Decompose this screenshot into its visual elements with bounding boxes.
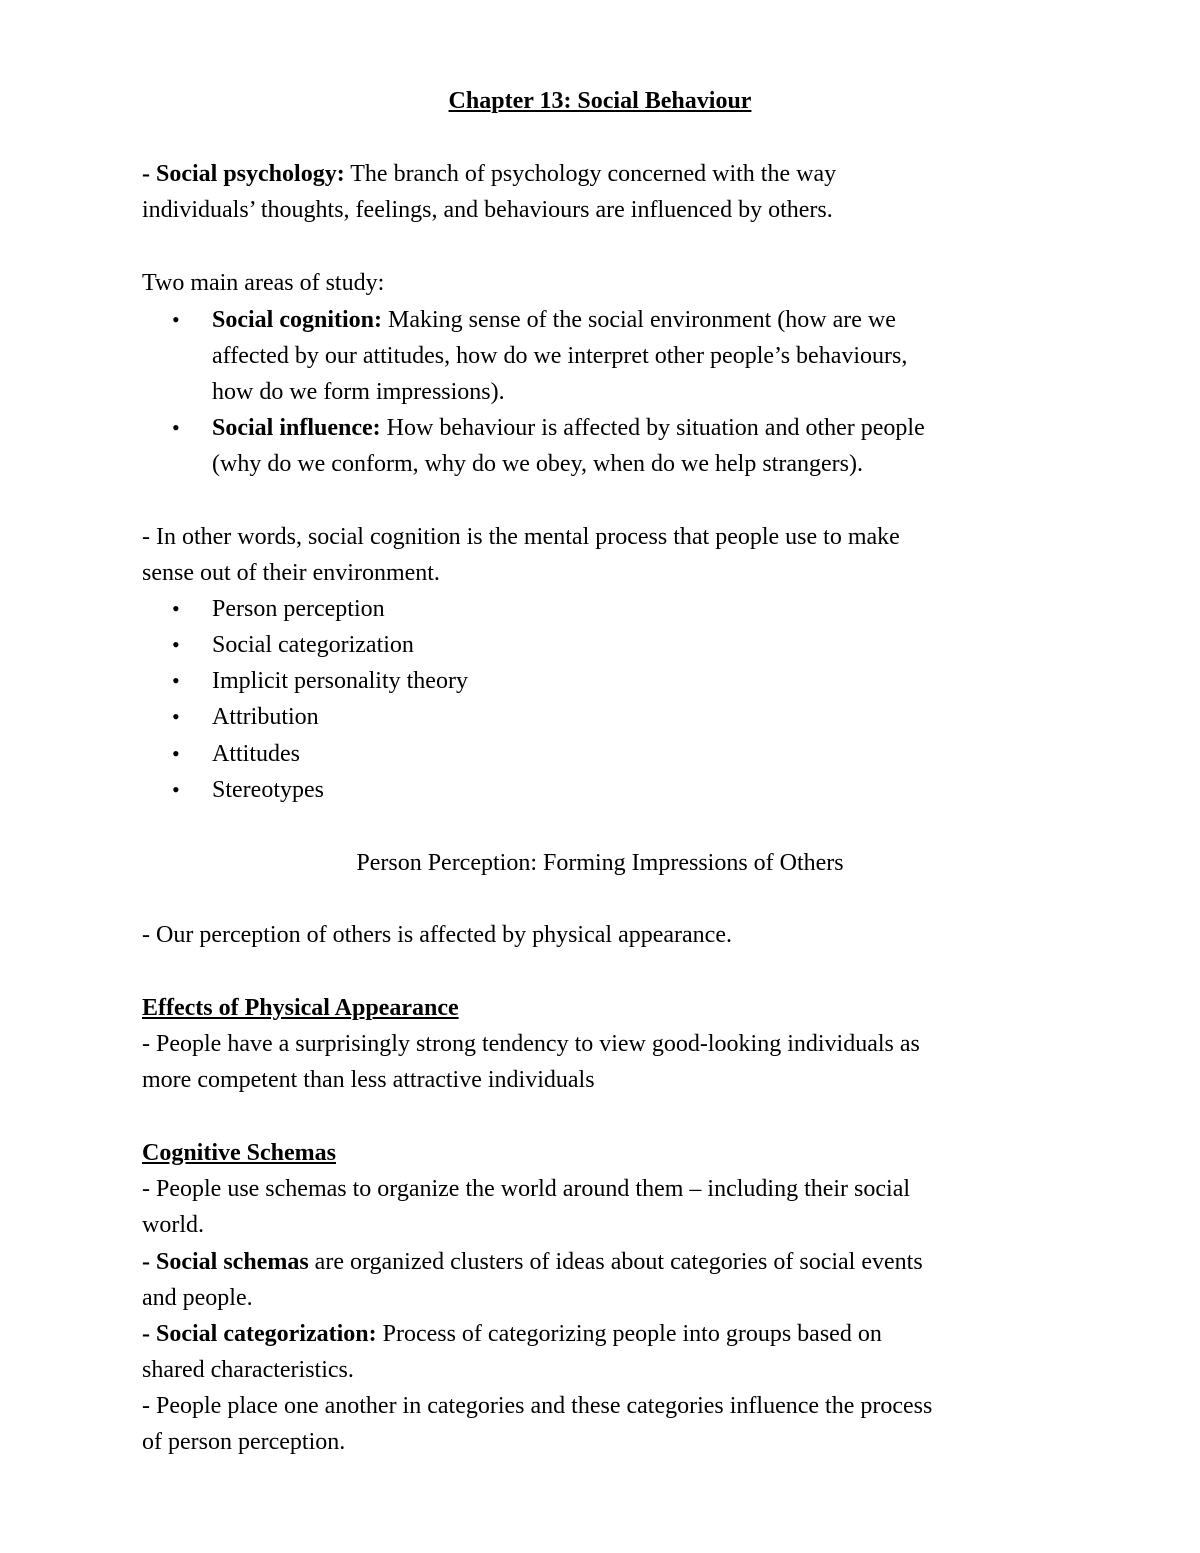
bullet-icon: • <box>172 632 180 657</box>
paragraph-social-cognition-cont: sense out of their environment. <box>142 560 440 586</box>
bullet-icon: • <box>172 704 180 729</box>
paragraph-schemas-cont: world. <box>142 1212 204 1238</box>
definition-social-psychology-cont: individuals’ thoughts, feelings, and behaviours are influenced by others. <box>142 197 833 223</box>
list-item-cont: (why do we conform, why do we obey, when do we help strangers). <box>212 451 863 477</box>
paragraph-text: Process of categorizing people into groups based on <box>376 1321 882 1347</box>
paragraph-social-categorization-cont: shared characteristics. <box>142 1357 354 1383</box>
list-item-text: How behaviour is affected by situation and other people <box>380 415 925 441</box>
dash: - <box>142 161 156 187</box>
list-item-text: Making sense of the social environment (how are we <box>382 307 896 333</box>
heading-cognitive-schemas: Cognitive Schemas <box>142 1140 336 1166</box>
bullet-icon: • <box>172 741 180 766</box>
bullet-icon: • <box>172 668 180 693</box>
definition-social-psychology <box>142 156 836 192</box>
definition-text: The branch of psychology concerned with the way <box>344 161 837 187</box>
paragraph-physical-appearance-cont: more competent than less attractive individuals <box>142 1067 595 1093</box>
areas-intro: Two main areas of study: <box>142 270 385 296</box>
bullet-icon: • <box>172 415 180 440</box>
list-item-cont: how do we form impressions). <box>212 379 505 405</box>
page-title: Chapter 13: Social Behaviour <box>448 88 752 114</box>
list-item-text: Attribution <box>212 704 319 730</box>
list-item-text: Stereotypes <box>212 777 324 803</box>
dash: - <box>142 1321 156 1347</box>
paragraph-schemas: - People use schemas to organize the world around them – including their social <box>142 1176 911 1202</box>
term-social-psychology: Social psychology: <box>156 161 345 187</box>
paragraph-social-categorization <box>142 1316 882 1352</box>
paragraph-physical-appearance: - People have a surprisingly strong tendency to view good-looking individuals as <box>142 1031 920 1057</box>
term-social-schemas: Social schemas <box>156 1249 309 1275</box>
paragraph-perception: - Our perception of others is affected by physical appearance. <box>142 922 732 948</box>
bullet-icon: • <box>172 307 180 332</box>
paragraph-social-schemas-cont: and people. <box>142 1285 253 1311</box>
paragraph-social-cognition: - In other words, social cognition is the mental process that people use to make <box>142 524 900 550</box>
section-heading: Person Perception: Forming Impressions of Others <box>356 850 844 876</box>
list-item-text: Person perception <box>212 596 385 622</box>
paragraph-social-schemas <box>142 1244 923 1280</box>
term-social-influence: Social influence: <box>212 415 381 441</box>
list-item-text: Attitudes <box>212 741 300 767</box>
term-social-categorization: Social categorization: <box>156 1321 377 1347</box>
bullet-icon: • <box>172 596 180 621</box>
paragraph-text: are organized clusters of ideas about categories of social events <box>308 1249 923 1275</box>
list-item-cont: affected by our attitudes, how do we interpret other people’s behaviours, <box>212 343 908 369</box>
term-social-cognition: Social cognition: <box>212 307 383 333</box>
paragraph-categories: - People place one another in categories and these categories influence the process <box>142 1393 933 1419</box>
paragraph-categories-cont: of person perception. <box>142 1429 346 1455</box>
heading-physical-appearance: Effects of Physical Appearance <box>142 995 459 1021</box>
list-item-text: Implicit personality theory <box>212 668 468 694</box>
bullet-icon: • <box>172 777 180 802</box>
dash: - <box>142 1249 156 1275</box>
list-item-text: Social categorization <box>212 632 414 658</box>
